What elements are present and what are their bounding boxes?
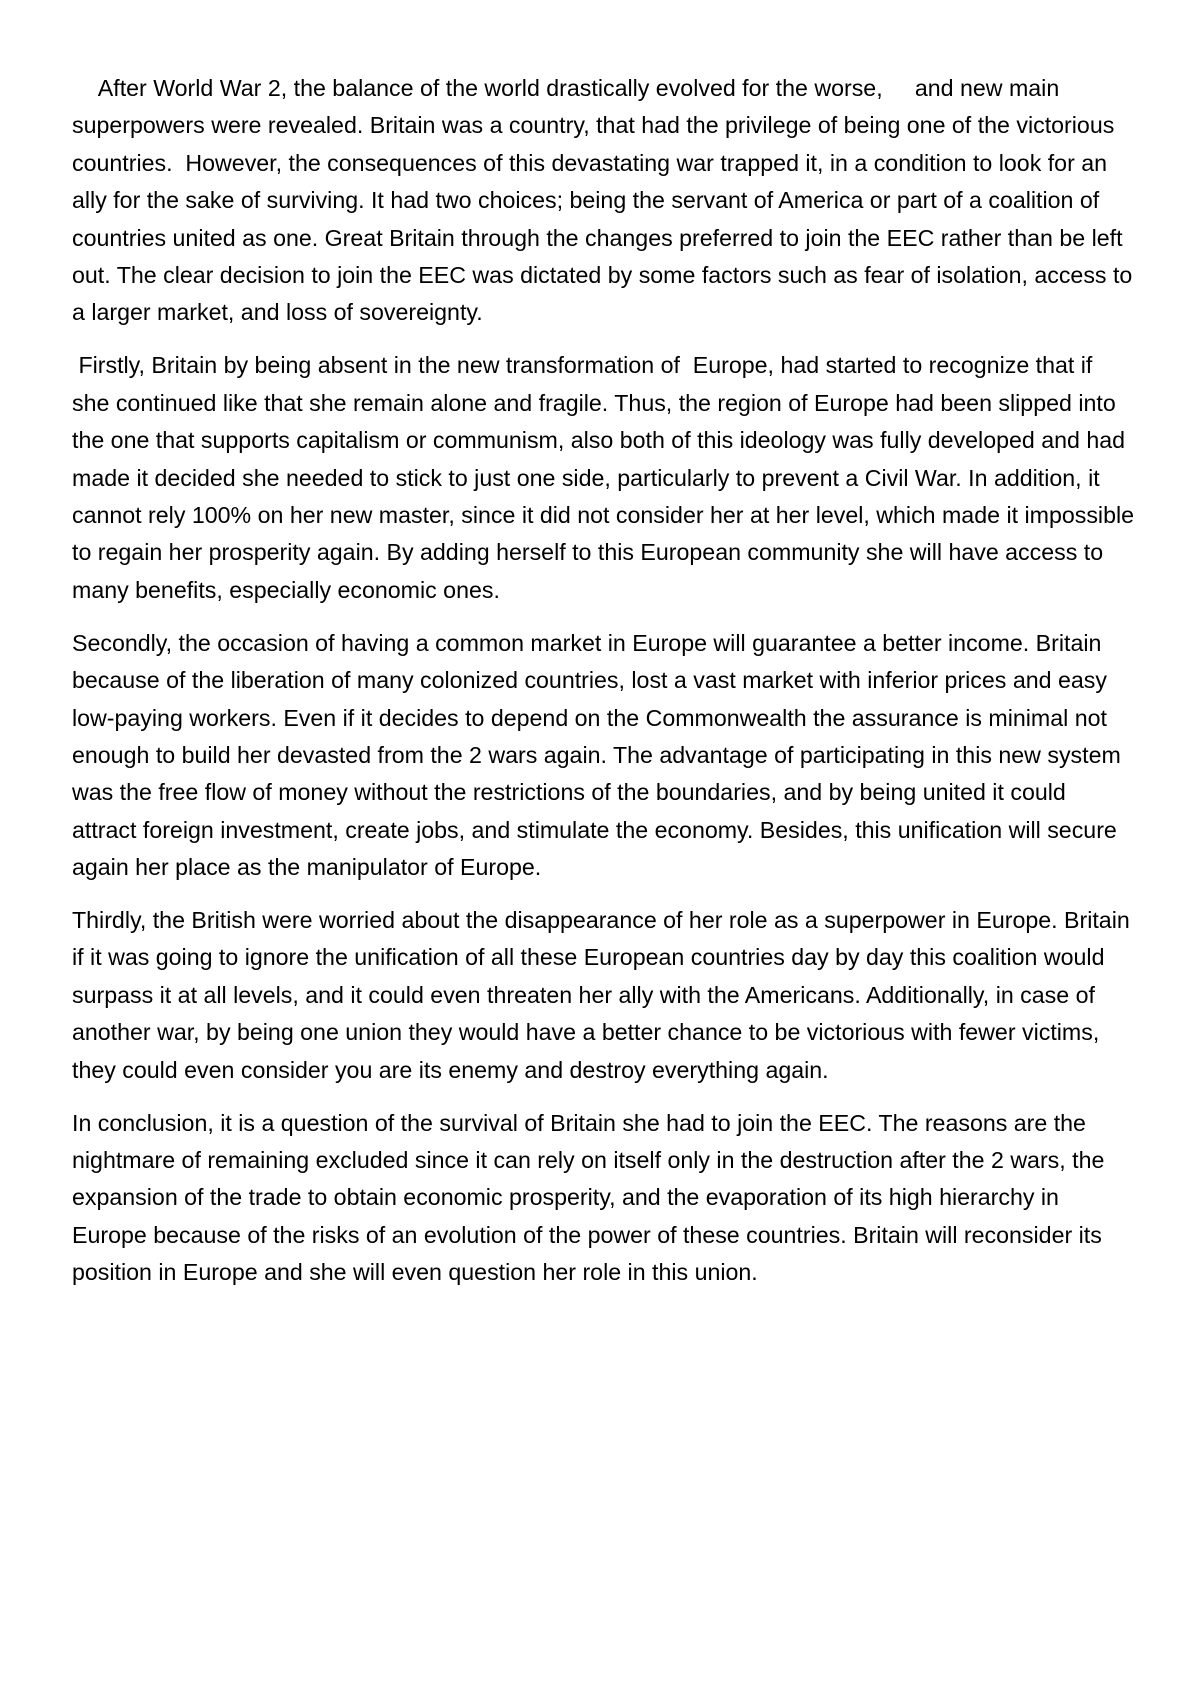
paragraph-secondly: Secondly, the occasion of having a common market in Europe will guarantee a better income. Britain because of the liberation of many colonized countries, lost a vast market with inferior prices and easy low-paying workers. Even if it decides to depend on the Commonwealth the assurance is minimal not enough to build her devasted from the 2 wars again. The advantage of participating in this new system was the free flow of money without the restrictions of the boundaries, and by being united it could attract foreign investment, create jobs, and stimulate the economy. Besides, this unification will secure again her place as the manipulator of Europe.: [72, 629, 1128, 881]
paragraph-introduction: After World War 2, the balance of the world drastically evolved for the worse, and new main superpowers were revealed. Britain was a country, that had the privilege of being one of the victorious countries. However, the consequences of this devastating war trapped it, in a condition to look for an ally for the sake of surviving. It had two choices; being the servant of America or part of a coalition of countries united as one. Great Britain through the changes preferred to join the EEC rather than be left out. The clear decision to join the EEC was dictated by some factors such as fear of isolation, access to a larger market, and loss of sovereignty.: [72, 75, 1139, 326]
paragraph-thirdly: Thirdly, the British were worried about the disappearance of her role as a superpower in Europe. Britain if it was going to ignore the unification of all these European countries day by day this coalition would surpass it at all levels, and it could even threaten her ally with the Americans. Additionally, in case of another war, by being one union they would have a better chance to be victorious with fewer victims, they could even consider you are its enemy and destroy everything again.: [72, 907, 1137, 1083]
paragraph-firstly: Firstly, Britain by being absent in the new transformation of Europe, had started to recognize that if she continued like that she remain alone and fragile. Thus, the region of Europe had been slipped into the one that supports capitalism or communism, also both of this ideology was fully developed and had made it decided she needed to stick to just one side, particularly to prevent a Civil War. In addition, it cannot rely 100% on her new master, since it did not consider her at her level, which made it impossible to regain her prosperity again. By adding herself to this European community she will have access to many benefits, especially economic ones.: [72, 352, 1141, 603]
essay-body: [72, 70, 1141, 1307]
paragraph-conclusion: In conclusion, it is a question of the survival of Britain she had to join the EEC. The reasons are the nightmare of remaining excluded since it can rely on itself only in the destruction after the 2 wars, the expansion of the trade to obtain economic prosperity, and the evaporation of its high hierarchy in Europe because of the risks of an evolution of the power of these countries. Britain will reconsider its position in Europe and she will even question her role in this union.: [72, 1109, 1111, 1286]
